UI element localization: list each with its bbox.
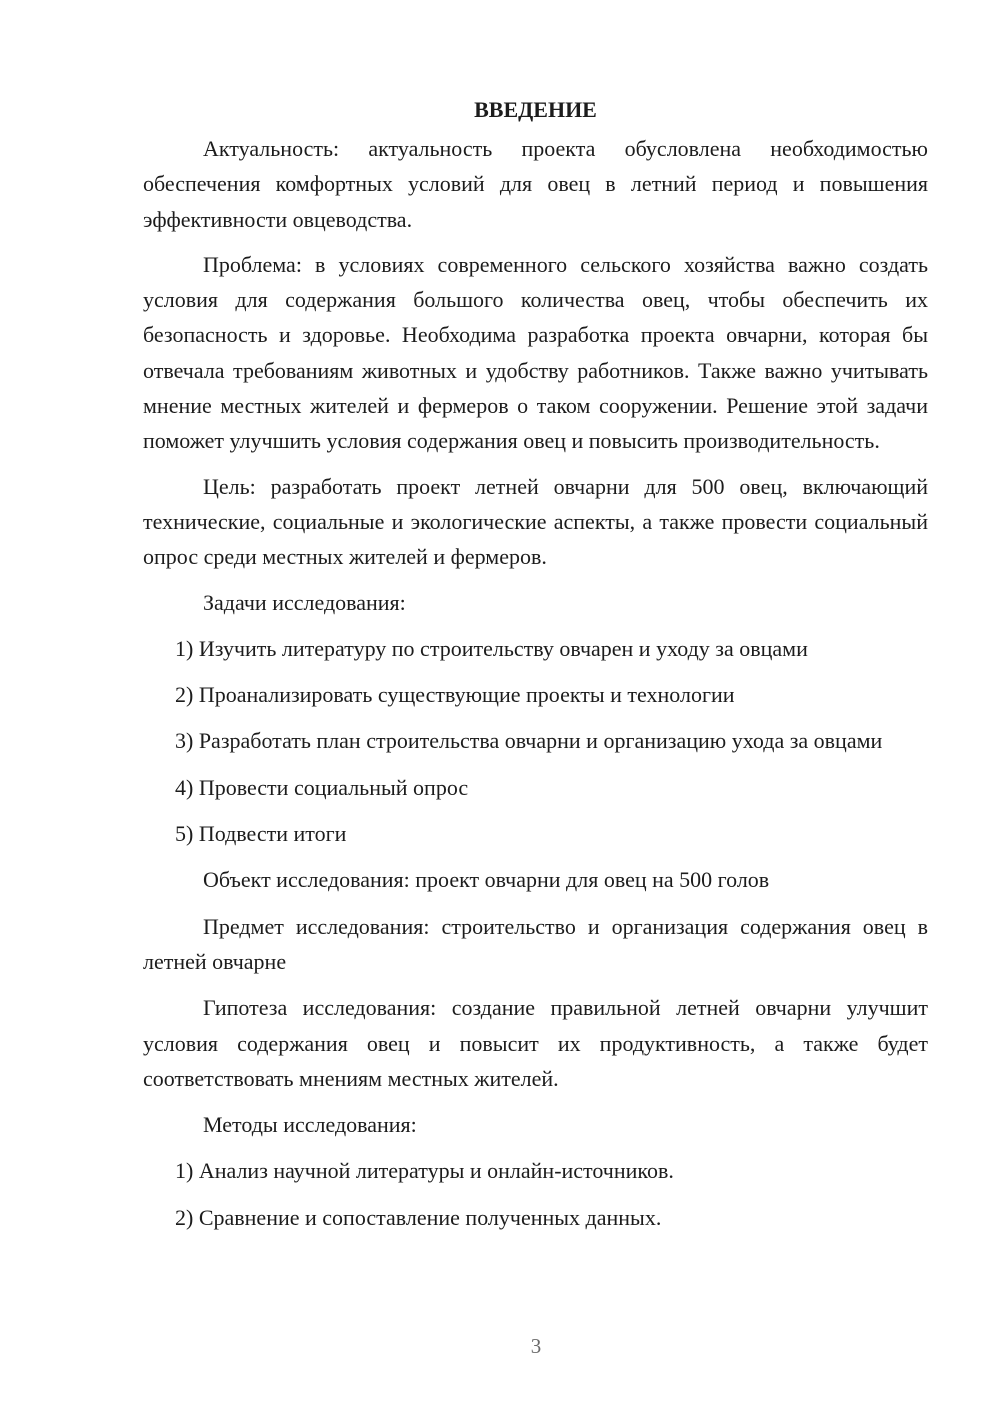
page-content <box>143 92 928 1235</box>
method-item-2: 2) Сравнение и сопоставление полученных данных. <box>175 1204 662 1230</box>
task-item-1: 1) Изучить литературу по строительству овчарен и уходу за овцами <box>175 635 808 661</box>
paragraph-methods-heading: Методы исследования: <box>203 1112 417 1138</box>
task-item-4: 4) Провести социальный опрос <box>175 774 469 800</box>
paragraph-object: Объект исследования: проект овчарни для овец на 500 голов <box>203 867 770 893</box>
section-title: ВВЕДЕНИЕ <box>474 97 597 122</box>
task-item-3: 3) Разработать план строительства овчарни и организацию ухода за овцами <box>175 728 883 754</box>
paragraph-hypothesis: Гипотеза исследования: создание правильной летней овчарни улучшит условия содержания овец и повысит их продуктивность, а также будет соответствовать мнениям местных жителей. <box>143 995 928 1091</box>
paragraph-goal: Цель: разработать проект летней овчарни для 500 овец, включающий технические, социальные и экологические аспекты, а также провести социальный опрос среди местных жителей и фермеров. <box>143 473 928 570</box>
task-item-2: 2) Проанализировать существующие проекты и технологии <box>175 682 735 708</box>
method-item-1: 1) Анализ научной литературы и онлайн-источников. <box>175 1158 674 1184</box>
paragraph-tasks-heading: Задачи исследования: <box>203 589 406 615</box>
task-item-5: 5) Подвести итоги <box>175 821 347 847</box>
paragraph-relevance: Актуальность: актуальность проекта обусловлена необходимостью обеспечения комфортных условий для овец в летний период и повышения эффективности овцеводства. <box>143 136 928 232</box>
page-number: 3 <box>530 1334 542 1358</box>
paragraph-subject: Предмет исследования: строительство и организация содержания овец в летней овчарне <box>143 913 928 974</box>
paragraph-problem: Проблема: в условиях современного сельского хозяйства важно создать условия для содержания большого количества овец, чтобы обеспечить их безопасность и здоровье. Необходима разработка проекта овчарни, которая бы отвечала требованиям животных и удобству работников. Также важно учитывать мнение местных жителей и фермеров о таком сооружении. Решение этой задачи поможет улучшить условия содержания овец и повысить производительность. <box>143 251 928 454</box>
